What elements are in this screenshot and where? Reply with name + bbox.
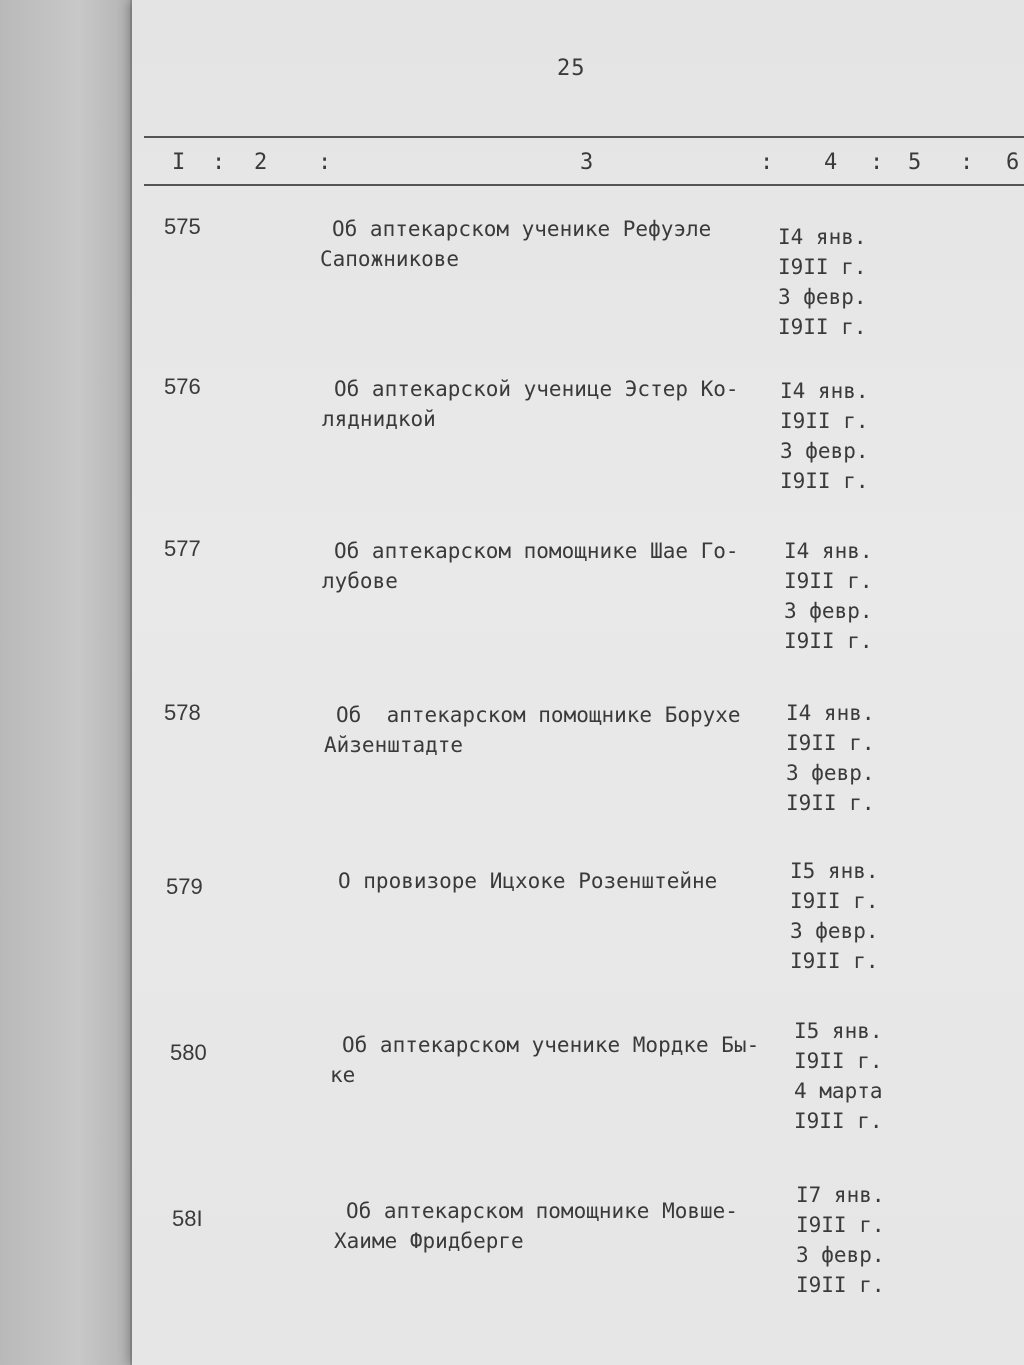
entry-description: Об аптекарском помощнике Шае Го- лубове [322,539,739,593]
entry-number: 577 [164,536,201,561]
header-rule-bottom [144,184,1024,186]
column-separator: : [318,150,332,175]
document-page [132,0,1024,1365]
column-header-5: 5 [908,150,922,175]
entry-dates: I5 янв. I9II г. 3 февр. I9II г. [790,859,879,973]
column-separator: : [212,150,226,175]
entry-number: 578 [164,700,201,725]
column-header-1: I [172,150,186,175]
column-separator: : [870,150,884,175]
entry-dates: I7 янв. I9II г. 3 февр. I9II г. [796,1183,885,1297]
entry-description: Об аптекарском ученике Мордке Бы- ке [330,1033,760,1087]
header-rule-top [144,136,1024,138]
previous-page-edge [0,0,130,1365]
entry-description: Об аптекарском помощнике Борухе Айзенштадте [324,703,741,757]
entry-number: 580 [170,1040,207,1065]
entry-number: 579 [166,874,203,899]
column-header-2: 2 [254,150,268,175]
entry-description: О провизоре Ицхоке Розенштейне [338,869,718,893]
entry-dates: I4 янв. I9II г. 3 февр. I9II г. [778,225,867,339]
column-separator: : [960,150,974,175]
entry-dates: I4 янв. I9II г. 3 февр. I9II г. [784,539,873,653]
entry-number: 576 [164,374,201,399]
entry-dates: I4 янв. I9II г. 3 февр. I9II г. [786,701,875,815]
entry-description: Об аптекарском помощнике Мовше- Хаиме Фридберге [334,1199,738,1253]
entry-number: 58I [172,1206,203,1231]
column-header-6: 6 [1006,150,1020,175]
page-number: 25 [557,56,586,81]
entry-dates: I5 янв. I9II г. 4 марта I9II г. [794,1019,883,1133]
entry-dates: I4 янв. I9II г. 3 февр. I9II г. [780,379,869,493]
column-header-3: 3 [580,150,594,175]
entry-number: 575 [164,214,201,239]
column-header-4: 4 [824,150,838,175]
entry-description: Об аптекарском ученике Рефуэле Сапожникове [320,217,712,271]
column-separator: : [760,150,774,175]
entry-description: Об аптекарской ученице Эстер Ко- ляднидкой [322,377,739,431]
